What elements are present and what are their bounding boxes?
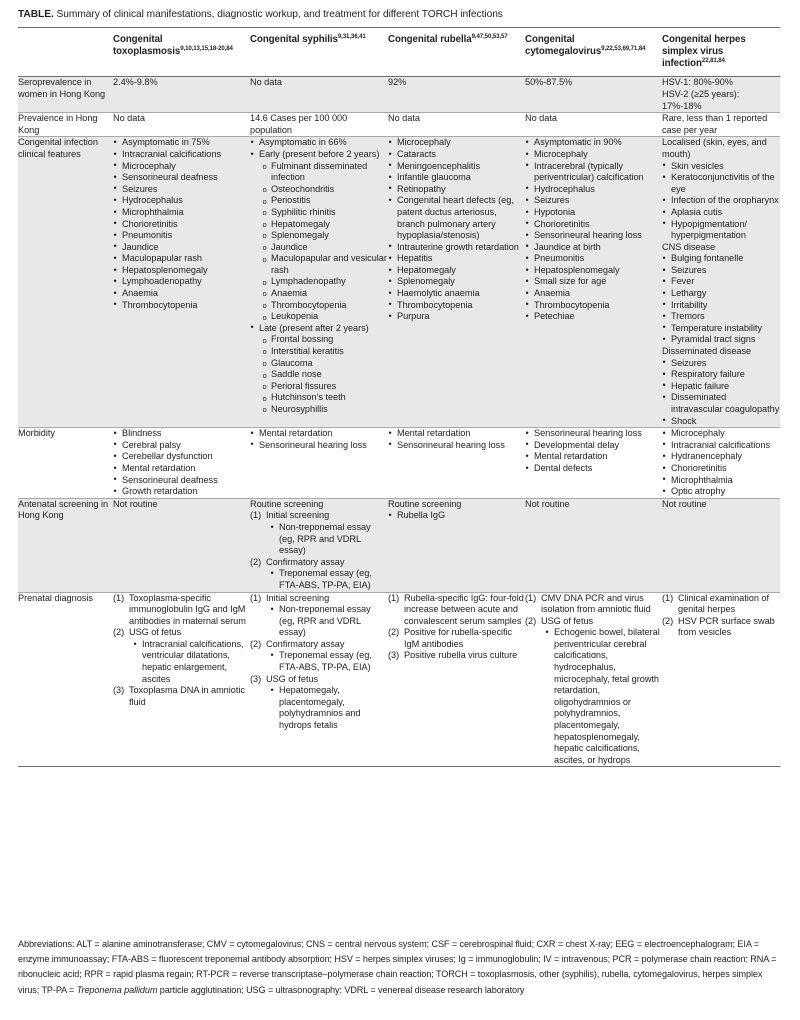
row-label: Prenatal diagnosis xyxy=(18,592,113,767)
cell-text: Not routine xyxy=(662,498,707,509)
list-item: • Asymptomatic in 75% xyxy=(113,137,250,149)
cell-syphilis xyxy=(250,428,388,499)
list-item: • Sensorineural hearing loss xyxy=(525,230,662,242)
list-item: • Microcephaly xyxy=(525,149,662,161)
cell-text: 50%-87.5% xyxy=(525,77,573,88)
list-item: • Respiratory failure xyxy=(662,369,780,381)
bullet-list xyxy=(129,639,250,685)
cell-toxoplasmosis xyxy=(113,428,250,499)
row-label: Congenital infection clinical features xyxy=(18,137,113,428)
list-item: o Periostitis xyxy=(262,195,388,207)
list-item: • Sensorineural hearing loss xyxy=(388,440,525,452)
numbered-list xyxy=(113,593,250,709)
table-header-row xyxy=(18,28,780,77)
list-item: • Hepatomegaly xyxy=(388,265,525,277)
list-item: • Lymphoadenopathy xyxy=(113,276,250,288)
column-header-syphilis-title: Congenital syphilis xyxy=(250,34,338,45)
list-item: o Leukopenia xyxy=(262,311,388,323)
table-row xyxy=(18,77,780,113)
column-header-syphilis-refs: 9,31,36,41 xyxy=(337,32,366,40)
list-item: o Perioral fissures xyxy=(262,381,388,393)
cell-syphilis xyxy=(250,592,388,767)
list-item: CMV DNA PCR and virus isolation from amniotic fluid xyxy=(541,592,651,615)
cell-hsv xyxy=(662,113,780,137)
torch-table xyxy=(18,27,780,767)
list-item: • Microphthalmia xyxy=(113,207,250,219)
cell-cytomegalovirus xyxy=(525,77,662,113)
cell-group-heading: CNS disease xyxy=(662,241,716,252)
bullet-list xyxy=(662,428,780,498)
list-item: • Blindness xyxy=(113,428,250,440)
bullet-list xyxy=(662,253,780,346)
list-item: • Aplasia cutis xyxy=(662,207,780,219)
list-item: o Lymphadenopathy xyxy=(262,276,388,288)
bullet-list xyxy=(388,428,525,451)
column-header-cytomegalovirus xyxy=(525,28,662,77)
list-item: • Hypopigmentation/ hyperpigmentation xyxy=(662,219,780,242)
bullet-list xyxy=(525,428,662,474)
bullet-list xyxy=(266,568,388,591)
column-header-toxoplasmosis-title: Congenital toxoplasmosis xyxy=(113,34,181,57)
list-item: • Bulging fontanelle xyxy=(662,253,780,265)
cell-text: HSV-2 (≥25 years): 17%-18% xyxy=(662,88,740,111)
cell-toxoplasmosis xyxy=(113,592,250,767)
list-item: • Dental defects xyxy=(525,463,662,475)
cell-rubella xyxy=(388,428,525,499)
list-item: o Hepatomegaly xyxy=(262,219,388,231)
list-item: Positive for rubella-specific IgM antibodies xyxy=(404,627,513,649)
bullet-list xyxy=(266,522,388,557)
list-item: • Microcephaly xyxy=(388,137,525,149)
list-item: • Hepatomegaly, placentomegaly, polyhydramnios and hydrops fetalis xyxy=(270,685,388,731)
list-item: • Seizures xyxy=(525,195,662,207)
numbered-list xyxy=(250,593,388,732)
list-item: Clinical examination of genital herpes xyxy=(678,592,770,615)
list-item: • Splenomegaly xyxy=(388,276,525,288)
cell-text: HSV-1: 80%-90% xyxy=(662,77,733,88)
list-item: • Sensorineural deafness xyxy=(113,475,250,487)
list-item: • Haemolytic anaemia xyxy=(388,288,525,300)
cell-text: No data xyxy=(250,77,282,88)
table-row xyxy=(18,498,780,592)
list-item: • Mental retardation xyxy=(388,428,525,440)
column-header-hsv xyxy=(662,28,780,77)
column-header-cytomegalovirus-refs: 9,22,53,69,71,84 xyxy=(601,44,646,52)
column-header-syphilis xyxy=(250,28,388,77)
cell-text: Rare, less than 1 reported case per year xyxy=(662,113,768,135)
bullet-list xyxy=(259,161,388,323)
list-item: • Microcephaly xyxy=(113,161,250,173)
list-item: o Hutchinson’s teeth xyxy=(262,392,388,404)
table-header xyxy=(18,28,780,77)
footnote-part-1: ALT = alanine aminotransferase; CMV = cytomegalovirus; CNS = central nervous system; CSF = cerebrospinal fluid; CXR = chest X-ray; EEG = electroencephalogram; EIA = enzyme immunoassay; FTA-ABS = fluorescent treponemal antibody absorption; HSV = herpes simplex viruses; Ig = immunoglobulin; IV = intravenous; PCR = polymerase chain reaction; RNA = ribonucleic acid; RPR = rapid plasma regain; RT-PCR = reverse transcriptase–polymerase chain reaction; TORCH = toxoplasmosis, other (syphilis), rubella, cytomegalovirus, herpes simplex virus; TP-PA = xyxy=(18,939,777,995)
column-header-toxoplasmosis-refs: 9,10,13,15,18-20,84 xyxy=(180,44,233,52)
list-item: • Hydrocephalus xyxy=(525,184,662,196)
row-label: Morbidity xyxy=(18,428,113,499)
bullet-list xyxy=(662,161,780,242)
footnote-part-2: particle agglutination; USG = ultrasonography; VDRL = venereal disease research laboratory xyxy=(157,984,525,995)
list-item: • Non-treponemal essay (eg, RPR and VDRL essay) xyxy=(270,604,388,639)
list-item: • Purpura xyxy=(388,311,525,323)
cell-text: 92% xyxy=(388,77,407,88)
list-item: Initial screening • Non-treponemal essay (eg, RPR and VDRL essay) xyxy=(250,510,388,556)
cell-syphilis xyxy=(250,77,388,113)
list-item: • Congenital heart defects (eg, patent ductus arteriosus, branch pulmonary artery hypoplasia/stenosis) xyxy=(388,195,525,241)
list-item: • Thrombocytopenia xyxy=(525,300,662,312)
cell-toxoplasmosis xyxy=(113,137,250,428)
list-item: • Pneumonitis xyxy=(113,230,250,242)
list-item: • Cerebral palsy xyxy=(113,440,250,452)
cell-text: Not routine xyxy=(113,498,158,509)
list-item: • Tremors xyxy=(662,311,780,323)
list-item: • Jaundice at birth xyxy=(525,242,662,254)
list-item: o Syphilitic rhinitis xyxy=(262,207,388,219)
list-item: • Keratoconjunctivitis of the eye xyxy=(662,172,780,195)
list-item: • Pyramidal tract signs xyxy=(662,334,780,346)
cell-cytomegalovirus xyxy=(525,498,662,592)
cell-group-heading: Disseminated disease xyxy=(662,346,752,357)
list-item: • Intracranial calcifications xyxy=(113,149,250,161)
list-item: • Hepatitis xyxy=(388,253,525,265)
list-item: • Fever xyxy=(662,276,780,288)
table-row xyxy=(18,428,780,499)
list-item: HSV PCR surface swab from vesicles xyxy=(678,615,775,638)
list-item: o Splenomegaly xyxy=(262,230,388,242)
cell-group-heading: Localised (skin, eyes, and mouth) xyxy=(662,137,767,159)
list-item: • Hydrocephalus xyxy=(113,195,250,207)
list-item: • Chorioretinitis xyxy=(662,463,780,475)
list-item: • Hepatosplenomegaly xyxy=(525,265,662,277)
torch-table-wrapper xyxy=(18,27,780,767)
list-item: • Irritability xyxy=(662,300,780,312)
cell-hsv xyxy=(662,137,780,428)
list-item: • Hepatosplenomegaly xyxy=(113,265,250,277)
row-label: Seroprevalence in women in Hong Kong xyxy=(18,77,113,113)
cell-toxoplasmosis xyxy=(113,77,250,113)
list-item: • Disseminated intravascular coagulopathy xyxy=(662,392,780,415)
list-item: • Seizures xyxy=(113,184,250,196)
list-item: o Neurosyphillis xyxy=(262,404,388,416)
column-header-rubella xyxy=(388,28,525,77)
table-row xyxy=(18,592,780,767)
numbered-list xyxy=(662,593,780,639)
list-item: o Fulminant disseminated infection xyxy=(262,161,388,184)
list-item: Confirmatory assay • Treponemal essay (eg, FTA-ABS, TP-PA, EIA) xyxy=(250,639,388,674)
list-item: • Intracranial calcifications xyxy=(662,440,780,452)
list-item: • Hypotonia xyxy=(525,207,662,219)
bullet-list xyxy=(259,334,388,415)
list-item: Toxoplasma-specific immunoglobulin IgG and IgM antibodies in maternal serum xyxy=(129,592,246,626)
list-item: • Thrombocytopenia xyxy=(113,300,250,312)
list-item: • Mental retardation xyxy=(250,428,388,440)
cell-intro: Routine screening xyxy=(250,498,324,509)
cell-text: No data xyxy=(113,113,145,124)
list-item: • Seizures xyxy=(662,358,780,370)
cell-cytomegalovirus xyxy=(525,113,662,137)
list-item: • Late (present after 2 years) o Frontal bossing o Interstitial keratitis o Glaucoma o Saddle nose o Perioral fissures o Hutchinson’s teeth o Neurosyphillis xyxy=(250,323,388,416)
column-header-hsv-title: Congenital herpes simplex virus infection xyxy=(662,34,746,69)
cell-cytomegalovirus xyxy=(525,592,662,767)
cell-cytomegalovirus xyxy=(525,428,662,499)
bullet-list xyxy=(541,627,662,766)
bullet-list xyxy=(525,137,662,323)
list-item: • Meningoencephalitis xyxy=(388,161,525,173)
column-header-rowlabel xyxy=(18,28,113,77)
column-header-cytomegalovirus-title: Congenital cytomegalovirus xyxy=(525,34,602,57)
table-footnote xyxy=(18,937,780,998)
column-header-rubella-refs: 9,47,50,53,57 xyxy=(471,32,508,40)
list-item: • Anaemia xyxy=(525,288,662,300)
list-item: • Pneumonitis xyxy=(525,253,662,265)
cell-hsv xyxy=(662,428,780,499)
list-item: • Temperature instability xyxy=(662,323,780,335)
cell-text: 14.6 Cases per 100 000 population xyxy=(250,113,348,135)
list-item: • Intrauterine growth retardation xyxy=(388,242,525,254)
list-item: • Shock xyxy=(662,416,780,428)
table-caption xyxy=(18,8,780,21)
table-caption-label: TABLE. xyxy=(18,9,54,20)
list-item: • Treponemal essay (eg, FTA-ABS, TP-PA, EIA) xyxy=(270,650,388,673)
cell-hsv xyxy=(662,77,780,113)
bullet-list xyxy=(250,137,388,415)
list-item: • Hepatic failure xyxy=(662,381,780,393)
cell-toxoplasmosis xyxy=(113,498,250,592)
list-item: Initial screening • Non-treponemal essay (eg, RPR and VDRL essay) xyxy=(250,593,388,639)
numbered-list xyxy=(388,593,525,663)
bullet-list xyxy=(388,137,525,323)
cell-rubella xyxy=(388,498,525,592)
list-item: o Thrombocytopenia xyxy=(262,300,388,312)
bullet-list xyxy=(113,137,250,311)
list-item: • Optic atrophy xyxy=(662,486,780,498)
footnote-italic-term: Treponema pallidum xyxy=(76,984,158,995)
bullet-list xyxy=(266,604,388,639)
list-item: • Asymptomatic in 90% xyxy=(525,137,662,149)
cell-text: No data xyxy=(388,113,420,124)
list-item: o Jaundice xyxy=(262,242,388,254)
list-item: • Hydranencephaly xyxy=(662,451,780,463)
bullet-list xyxy=(662,358,780,428)
list-item: • Cataracts xyxy=(388,149,525,161)
cell-intro: Routine screening xyxy=(388,498,462,509)
list-item: • Echogenic bowel, bilateral periventricular cerebral calcifications, hydrocephalus, microcephaly, fetal growth retardation, oligohydramnios or polyhydramnios, placentomegaly, hepatosplenomegaly, hepatic calcifications, ascites, or hydrops xyxy=(545,627,662,766)
table-body xyxy=(18,77,780,767)
cell-syphilis xyxy=(250,137,388,428)
bullet-list xyxy=(266,685,388,731)
list-item: o Glaucoma xyxy=(262,358,388,370)
bullet-list xyxy=(266,650,388,673)
list-item: Confirmatory assay • Treponemal essay (eg, FTA-ABS, TP-PA, EIA) xyxy=(250,557,388,592)
list-item: • Petechiae xyxy=(525,311,662,323)
cell-text: No data xyxy=(525,113,557,124)
list-item: USG of fetus • Echogenic bowel, bilateral periventricular cerebral calcifications, hydrocephalus, microcephaly, fetal growth retardation, oligohydramnios or polyhydramnios, placentomegaly, hepatosplenomegaly, hepatic calcifications, ascites, or hydrops xyxy=(525,616,662,767)
list-item: • Intracranial calcifications, ventricular dilatations, hepatic enlargement, ascites xyxy=(133,639,250,685)
list-item: o Saddle nose xyxy=(262,369,388,381)
list-item: • Sensorineural hearing loss xyxy=(525,428,662,440)
list-item: • Sensorineural deafness xyxy=(113,172,250,184)
row-label: Antenatal screening in Hong Kong xyxy=(18,498,113,592)
list-item: o Frontal bossing xyxy=(262,334,388,346)
list-item: o Interstitial keratitis xyxy=(262,346,388,358)
table-caption-text: Summary of clinical manifestations, diagnostic workup, and treatment for different TORCH infections xyxy=(56,9,503,20)
bullet-list xyxy=(388,510,525,522)
list-item: • Asymptomatic in 66% xyxy=(250,137,388,149)
cell-text: 2.4%-9.8% xyxy=(113,77,158,88)
list-item: • Infantile glaucoma xyxy=(388,172,525,184)
list-item: Rubella-specific IgG: four-fold increase between acute and convalescent serum samples xyxy=(404,592,524,626)
list-item: • Seizures xyxy=(662,265,780,277)
list-item: • Microphthalmia xyxy=(662,475,780,487)
cell-hsv xyxy=(662,592,780,767)
list-item: o Anaemia xyxy=(262,288,388,300)
list-item: • Intracerebral (typically periventricular) calcification xyxy=(525,161,662,184)
numbered-list xyxy=(250,510,388,591)
cell-rubella xyxy=(388,592,525,767)
table-row xyxy=(18,113,780,137)
list-item: • Skin vesicles xyxy=(662,161,780,173)
column-header-hsv-refs: 22,81,84 xyxy=(701,56,725,64)
list-item: • Chorioretinitis xyxy=(113,219,250,231)
list-item: Positive rubella virus culture xyxy=(404,650,518,661)
list-item: USG of fetus • Hepatomegaly, placentomegaly, polyhydramnios and hydrops fetalis xyxy=(250,674,388,732)
cell-text: Not routine xyxy=(525,498,570,509)
list-item: • Mental retardation xyxy=(113,463,250,475)
row-label: Prevalence in Hong Kong xyxy=(18,113,113,137)
list-item: • Microcephaly xyxy=(662,428,780,440)
list-item: • Infection of the oropharynx xyxy=(662,195,780,207)
table-row xyxy=(18,137,780,428)
list-item: • Small size for age xyxy=(525,276,662,288)
list-item: • Chorioretinitis xyxy=(525,219,662,231)
column-header-toxoplasmosis xyxy=(113,28,250,77)
list-item: Toxoplasma DNA in amniotic fluid xyxy=(129,685,245,707)
list-item: • Anaemia xyxy=(113,288,250,300)
list-item: o Osteochondritis xyxy=(262,184,388,196)
list-item: • Lethargy xyxy=(662,288,780,300)
list-item: • Growth retardation xyxy=(113,486,250,498)
cell-rubella xyxy=(388,113,525,137)
footnote-lead: Abbreviations: xyxy=(18,939,77,949)
list-item: • Maculopapular rash xyxy=(113,253,250,265)
bullet-list xyxy=(113,428,250,498)
cell-cytomegalovirus xyxy=(525,137,662,428)
list-item: USG of fetus • Intracranial calcifications, ventricular dilatations, hepatic enlargement, ascites xyxy=(113,627,250,685)
column-header-rubella-title: Congenital rubella xyxy=(388,34,472,45)
list-item: • Early (present before 2 years) o Fulminant disseminated infection o Osteochondritis o Periostitis o Syphilitic rhinitis o Hepatomegaly o Splenomegaly o Jaundice o Maculopapular and vesicular rash o Lymphadenopathy o Anaemia o Thrombocytopenia o Leukopenia xyxy=(250,149,388,323)
list-item: o Maculopapular and vesicular rash xyxy=(262,253,388,276)
cell-toxoplasmosis xyxy=(113,113,250,137)
numbered-list xyxy=(525,593,662,767)
cell-syphilis xyxy=(250,113,388,137)
list-item: • Mental retardation xyxy=(525,451,662,463)
list-item: • Sensorineural hearing loss xyxy=(250,440,388,452)
list-item: • Rubella IgG xyxy=(388,510,525,522)
list-item: • Non-treponemal essay (eg, RPR and VDRL essay) xyxy=(270,522,388,557)
cell-syphilis xyxy=(250,498,388,592)
list-item: • Developmental delay xyxy=(525,440,662,452)
cell-rubella xyxy=(388,137,525,428)
bullet-list xyxy=(250,428,388,451)
list-item: • Retinopathy xyxy=(388,184,525,196)
list-item: • Thrombocytopenia xyxy=(388,300,525,312)
list-item: • Treponemal essay (eg, FTA-ABS, TP-PA, EIA) xyxy=(270,568,388,591)
cell-hsv xyxy=(662,498,780,592)
list-item: • Jaundice xyxy=(113,242,250,254)
list-item: • Cerebellar dysfunction xyxy=(113,451,250,463)
cell-rubella xyxy=(388,77,525,113)
